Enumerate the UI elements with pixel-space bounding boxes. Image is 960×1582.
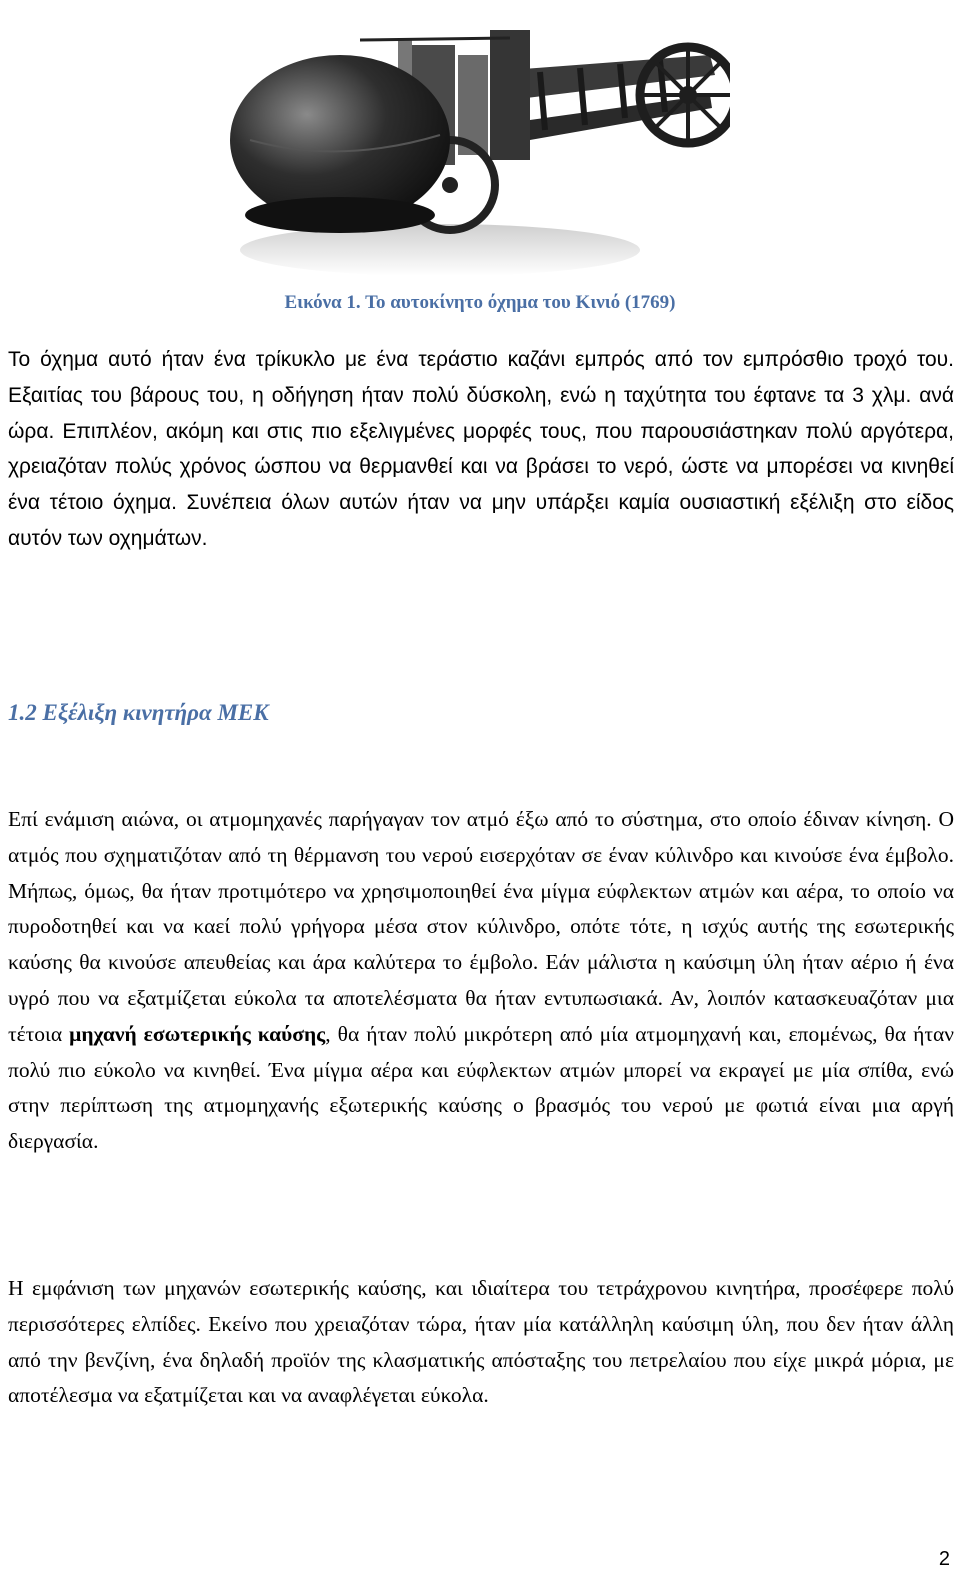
paragraph-text: Επί ενάμιση αιώνα, οι ατμομηχανές παρήγαγαν τον ατμό έξω από το σύστημα, στο οποίο έδιναν κίνηση. Ο ατμός που σχηματιζόταν από τη θέρμανση του νερού εισερχόταν σε έναν κύλινδρο και κινούσε ένα έμβολο. Μήπως, όμως, θα ήταν προτιμότερο να χρησιμοποιηθεί ένα μίγμα εύφλεκτων ατμών και αέρα, το οποίο να πυροδοτηθεί και να καεί πολύ γρήγορα μέσα στον κύλινδρο, οπότε τότε, η ισχύς αυτής της εσωτερικής καύσης θα κινούσε απευθείας και άρα καλύτερα το έμβολο. Εάν μάλιστα η καύσιμη ύλη ήταν αέριο ή ένα υγρό που να εξατμίζεται εύκολα τα αποτελέσματα θα ήταν εντυπωσιακά. Αν, λοιπόν κατασκευαζόταν μια τέτοια xyxy=(8,807,954,1046)
cugnot-vehicle-photo xyxy=(210,0,730,285)
paragraph-four-stroke: Η εμφάνιση των μηχανών εσωτερικής καύσης, και ιδιαίτερα του τετράχρονου κινητήρα, προσέφερε πολύ περισσότερες ελπίδες. Εκείνο που χρειαζόταν τώρα, ήταν μία κατάλληλη καύσιμη ύλη, που δεν ήταν άλλη από την βενζίνη, ένα δηλαδή προϊόν της κλασματικής απόσταξης του πετρελαίου που είχε μικρά μόρια, με αποτέλεσμα να εξατμίζεται και να αναφλέγεται εύκολα. xyxy=(8,1276,954,1408)
figure-caption: Εικόνα 1. Το αυτοκίνητο όχημα του Κινιό (1769) xyxy=(284,292,676,313)
bold-term: μηχανή εσωτερικής καύσης xyxy=(69,1021,326,1046)
paragraph-cugnot-vehicle: Το όχημα αυτό ήταν ένα τρίκυκλο με ένα τεράστιο καζάνι εμπρός από τον εμπρόσθιο τροχό του. Εξαιτίας του βάρους του, η οδήγηση ήταν πολύ δύσκολη, ενώ η ταχύτητα του έφτανε τα 3 χλμ. ανά ώρα. Επιπλέον, ακόμη και στις πιο εξελιγμένες μορφές τους, που παρουσιάστηκαν πολύ αργότερα, χρειαζόταν πολύς χρόνος ώσπου να θερμανθεί και να βράσει το νερό, ώστε να μπορέσει να κινηθεί ένα τέτοιο όχημα. Συνέπεια όλων αυτών ήταν να μην υπάρξει καμία ουσιαστική εξέλιξη στο είδος αυτόν των οχημάτων. xyxy=(8,348,954,550)
paragraph-ice-evolution xyxy=(8,802,954,1160)
section-heading: 1.2 Εξέλιξη κινητήρα ΜΕΚ xyxy=(8,700,269,725)
page-number: 2 xyxy=(938,1548,950,1570)
paragraph-text: , θα ήταν πολύ μικρότερη από μία ατμομηχανή και, επομένως, θα ήταν πολύ πιο εύκολο να κινηθεί. Ένα μίγμα αέρα και εύφλεκτων ατμών μπορεί να εκραγεί με μία σπίθα, ενώ στην περίπτωση της ατμομηχανής εξωτερικής καύσης ο βρασμός του νερού με φωτιά είναι μια αργή διεργασία. xyxy=(8,1021,954,1154)
